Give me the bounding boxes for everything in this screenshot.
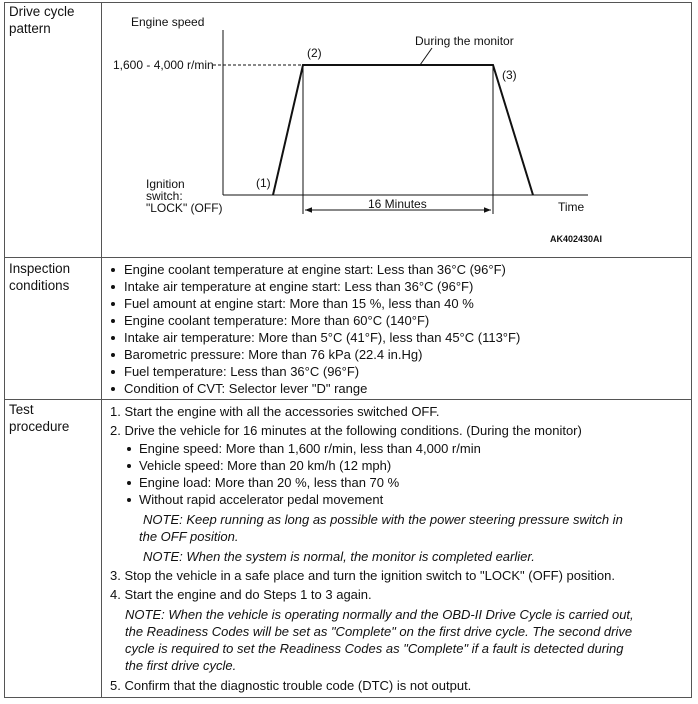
inspection-item: Engine coolant temperature: More than 60°C (140°F): [124, 313, 430, 328]
bullet-icon: [127, 447, 131, 451]
note-text: the OFF position.: [139, 529, 239, 544]
note-text: the Readiness Codes will be set as "Complete" on the first drive cycle. The second drive: [125, 624, 633, 639]
point-2-label: (2): [307, 46, 322, 60]
procedure-condition: Vehicle speed: More than 20 km/h (12 mph): [139, 458, 392, 473]
figure-id: AK402430AI: [550, 234, 603, 244]
x-axis-label: Time: [558, 200, 585, 214]
point-3-label: (3): [502, 68, 517, 82]
inspection-item: Engine coolant temperature at engine start: Less than 36°C (96°F): [124, 262, 506, 277]
drive-cycle-diagram: [0, 0, 698, 258]
drive-cycle-label: Drive cycle pattern: [9, 4, 75, 36]
bullet-icon: [127, 498, 131, 502]
note-text: NOTE: When the vehicle is operating normally and the OBD-II Drive Cycle is carried out,: [125, 607, 634, 622]
procedure-step: 2. Drive the vehicle for 16 minutes at the following conditions. (During the monitor): [110, 423, 582, 438]
procedure-condition: Without rapid accelerator pedal movement: [139, 492, 384, 507]
ignition-label-line3: "LOCK" (OFF): [146, 201, 223, 215]
inspection-item: Fuel temperature: Less than 36°C (96°F): [124, 364, 360, 379]
procedure-condition: Engine load: More than 20 %, less than 70 %: [139, 475, 400, 490]
monitor-leader: [420, 48, 432, 65]
bullet-icon: [111, 302, 115, 306]
inspection-item: Intake air temperature at engine start: Less than 36°C (96°F): [124, 279, 474, 294]
inspection-item: Intake air temperature: More than 5°C (41°F), less than 45°C (113°F): [124, 330, 521, 345]
speed-profile: [273, 65, 533, 195]
monitor-label: During the monitor: [415, 34, 514, 48]
bullet-icon: [111, 285, 115, 289]
procedure-step: 5. Confirm that the diagnostic trouble code (DTC) is not output.: [110, 678, 472, 693]
inspection-item: Fuel amount at engine start: More than 15 %, less than 40 %: [124, 296, 474, 311]
bullet-icon: [111, 336, 115, 340]
procedure-step: 4. Start the engine and do Steps 1 to 3 again.: [110, 587, 372, 602]
test-procedure-label: Test procedure: [9, 402, 70, 434]
note-text: the first drive cycle.: [125, 658, 237, 673]
duration-label: 16 Minutes: [368, 197, 427, 211]
procedure-step: 1. Start the engine with all the accessories switched OFF.: [110, 404, 440, 419]
note-text: NOTE: Keep running as long as possible with the power steering pressure switch in: [143, 512, 623, 527]
y-axis-label: Engine speed: [131, 15, 205, 29]
speed-range-label: 1,600 - 4,000 r/min: [113, 58, 214, 72]
ignition-label-line1: Ignition: [146, 177, 185, 191]
inspection-item: Condition of CVT: Selector lever "D" range: [124, 381, 368, 396]
procedure-step: 3. Stop the vehicle in a safe place and turn the ignition switch to "LOCK" (OFF) position.: [110, 568, 615, 583]
bullet-icon: [111, 370, 115, 374]
bullet-icon: [127, 464, 131, 468]
bullet-icon: [111, 353, 115, 357]
bullet-icon: [127, 481, 131, 485]
point-1-label: (1): [256, 176, 271, 190]
ignition-label-line2: switch:: [146, 189, 183, 203]
procedure-condition: Engine speed: More than 1,600 r/min, less than 4,000 r/min: [139, 441, 481, 456]
note-text: NOTE: When the system is normal, the monitor is completed earlier.: [143, 549, 535, 564]
bullet-icon: [111, 268, 115, 272]
row-divider: [4, 399, 692, 400]
bullet-icon: [111, 387, 115, 391]
bullet-icon: [111, 319, 115, 323]
inspection-conditions-label: Inspection conditions: [9, 261, 71, 293]
inspection-item: Barometric pressure: More than 76 kPa (22.4 in.Hg): [124, 347, 423, 362]
note-text: cycle is required to set the Readiness Codes as "Complete" if a fault is detected during: [125, 641, 624, 656]
